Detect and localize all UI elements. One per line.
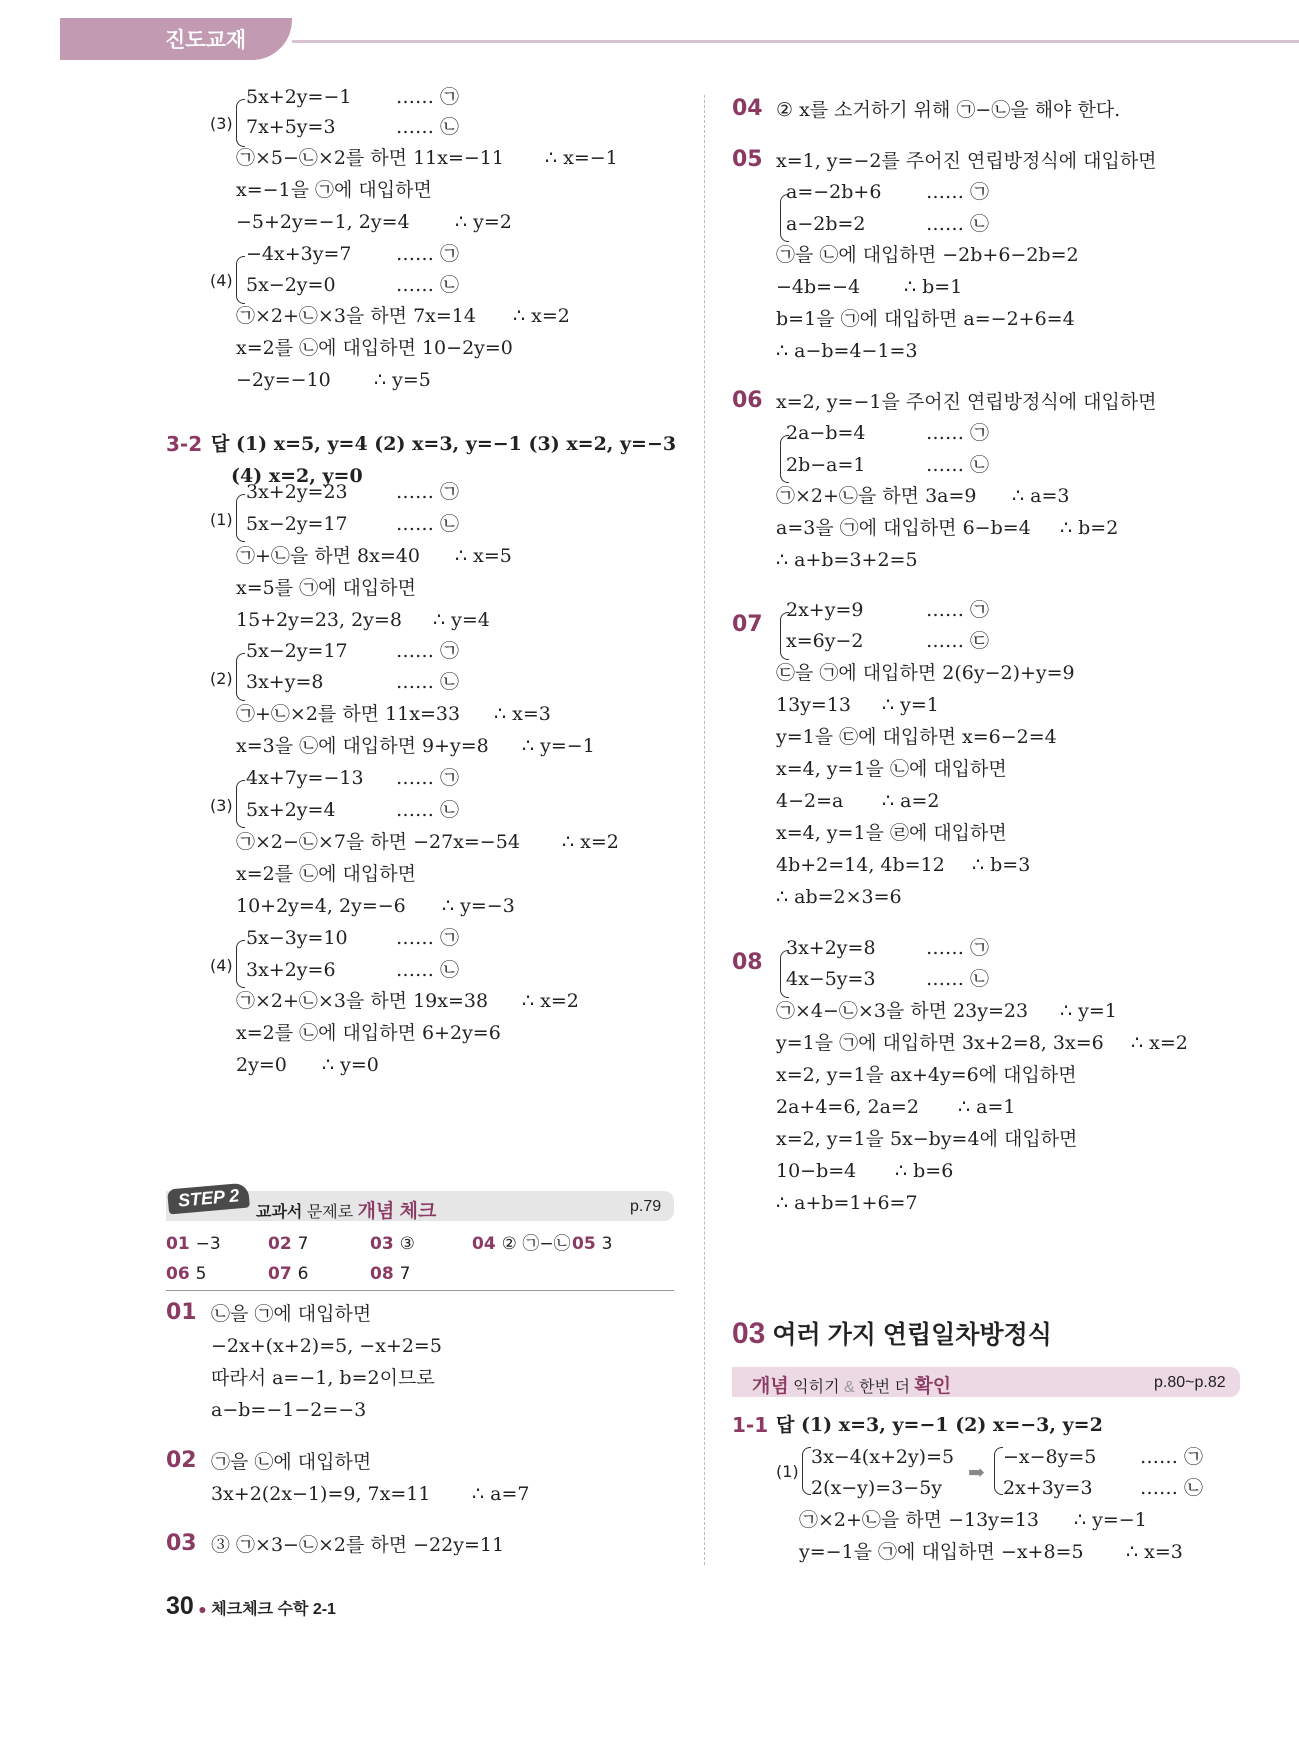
solution-line: 2a+4=6, 2a=2 [776, 1096, 919, 1118]
header-label: 진도교재 [165, 29, 247, 52]
tag-4: (4) [210, 956, 233, 975]
solution-line: ㉠을 ㉡에 대입하면 [211, 1451, 372, 1473]
solution-line: a=3을 ㉠에 대입하면 6−b=4 [776, 517, 1031, 539]
solution-line: −4x+3y=7 [246, 243, 352, 265]
tag-1: (1) [210, 510, 233, 529]
line-marker: ∴ y=−3 [442, 895, 515, 917]
solution-line: 5x−2y=0 [246, 274, 336, 296]
question-number-1-1: 1-1 [732, 1413, 769, 1437]
line-marker: …… ㉡ [396, 959, 460, 981]
line-marker: ∴ y=1 [1060, 1000, 1117, 1022]
line-marker: ∴ b=1 [904, 276, 963, 298]
solution-line: ㉠×2+㉡을 하면 −13y=13 [799, 1509, 1039, 1531]
solution-line: 4b+2=14, 4b=12 [776, 854, 945, 876]
line-marker: …… ㉡ [396, 799, 460, 821]
solution-line: 5x−2y=17 [246, 513, 348, 535]
marker: …… ㉠ [1140, 1446, 1204, 1468]
solution-line: x=2를 ㉡에 대입하면 10−2y=0 [236, 337, 513, 359]
line-marker: ∴ a=2 [882, 790, 940, 812]
question-number: 02 [166, 1448, 197, 1473]
solution-line: 10−b=4 [776, 1160, 857, 1182]
question-number: 05 [732, 147, 763, 172]
line-marker: …… ㉡ [396, 671, 460, 693]
question-number: 07 [732, 612, 763, 637]
arrow-icon: ➡ [968, 1460, 985, 1484]
line-marker: …… ㉠ [396, 640, 460, 662]
brace [780, 612, 789, 660]
solution-line: ∴ a+b=1+6=7 [776, 1192, 918, 1214]
step2-underline [166, 1290, 674, 1291]
line-marker: …… ㉠ [926, 181, 990, 203]
solution-line: 2a−b=4 [786, 422, 866, 444]
line-marker: ∴ x=3 [494, 703, 551, 725]
brace [780, 435, 789, 483]
solution-line: 따라서 a=−1, b=2이므로 [211, 1367, 435, 1389]
section-title: 03 여러 가지 연립일차방정식 [732, 1317, 1052, 1350]
solution-line: ㉠×5−㉡×2를 하면 11x=−11 [236, 147, 504, 169]
solution-line: ㉡을 ㉠에 대입하면 [211, 1303, 372, 1325]
equation: 2x+3y=3 [1003, 1477, 1093, 1499]
solution-line: 5x+2y=4 [246, 799, 336, 821]
solution-line: 2b−a=1 [786, 454, 866, 476]
solution-line: 15+2y=23, 2y=8 [236, 609, 402, 631]
solution-line: x=2, y=1을 ax+4y=6에 대입하면 [776, 1064, 1077, 1086]
solution-line: ㉠을 ㉡에 대입하면 −2b+6−2b=2 [776, 244, 1079, 266]
result: ∴ x=3 [1126, 1541, 1183, 1563]
tag-3: (3) [210, 796, 233, 815]
tag-2: (2) [210, 669, 233, 688]
step2-answer: 06 5 [166, 1264, 207, 1284]
solution-line: 4x−5y=3 [786, 968, 876, 990]
line-marker: …… ㉠ [926, 422, 990, 444]
step2-answer: 04 ② ㉠−㉡ [472, 1234, 571, 1254]
solution-line: ㉠×2−㉡×7을 하면 −27x=−54 [236, 831, 520, 853]
line-marker: …… ㉢ [926, 630, 990, 652]
line-marker: …… ㉡ [396, 274, 460, 296]
brace [236, 494, 245, 542]
page-number: 30 [166, 1592, 194, 1620]
solution-line: ㉠×4−㉡×3을 하면 23y=23 [776, 1000, 1029, 1022]
line-marker: …… ㉠ [396, 86, 460, 108]
solution-line: b=1을 ㉠에 대입하면 a=−2+6=4 [776, 308, 1075, 330]
solution-line: 2x+y=9 [786, 599, 864, 621]
column-divider [704, 95, 705, 1565]
solution-line: x=2를 ㉡에 대입하면 6+2y=6 [236, 1022, 501, 1044]
line-marker: …… ㉠ [396, 243, 460, 265]
line-marker: …… ㉠ [396, 767, 460, 789]
solution-line: 13y=13 [776, 694, 852, 716]
line-marker: ∴ y=5 [374, 369, 431, 391]
solution-line: x=2를 ㉡에 대입하면 [236, 863, 416, 885]
step2-answer: 01 −3 [166, 1234, 221, 1254]
question-number-3-2: 3-2 [166, 432, 203, 456]
solution-line: x=2, y=1을 5x−by=4에 대입하면 [776, 1128, 1078, 1150]
solution-line: −5+2y=−1, 2y=4 [236, 211, 410, 233]
solution-line: a−2b=2 [786, 213, 866, 235]
book-title: 체크체크 수학 2-1 [211, 1601, 336, 1618]
brace [236, 653, 245, 701]
solution-line: ㉠×2+㉡×3을 하면 7x=14 [236, 305, 476, 327]
line-marker: …… ㉡ [926, 213, 990, 235]
footer: 30 ● 체크체크 수학 2-1 [166, 1592, 336, 1620]
solution-line: ㉠×2+㉡×3을 하면 19x=38 [236, 990, 489, 1012]
line-marker: …… ㉡ [396, 513, 460, 535]
step2-answer: 03 ③ [370, 1234, 415, 1254]
solution-line: 3x+y=8 [246, 671, 324, 693]
line-marker: ∴ x=2 [562, 831, 619, 853]
solution-line: x=1, y=−2를 주어진 연립방정식에 대입하면 [776, 150, 1157, 172]
solution-line: ㉠+㉡×2를 하면 11x=33 [236, 703, 461, 725]
line-marker: ∴ b=3 [972, 854, 1031, 876]
solution-line: y=1을 ㉠에 대입하면 3x+2=8, 3x=6 [776, 1032, 1104, 1054]
question-number: 06 [732, 388, 763, 413]
step2-badge: STEP 2 [167, 1183, 250, 1215]
step2-answer: 05 3 [572, 1234, 613, 1254]
solution-line: x=2, y=−1을 주어진 연립방정식에 대입하면 [776, 391, 1157, 413]
answer-line: 답 (1) x=3, y=−1 (2) x=−3, y=2 [776, 1414, 1103, 1436]
concept-page: p.80~p.82 [1154, 1374, 1226, 1391]
solution-line: y=−1을 ㉠에 대입하면 −x+8=5 [799, 1541, 1084, 1563]
equation: 2(x−y)=3−5y [811, 1477, 943, 1499]
solution-line: ③ ㉠×3−㉡×2를 하면 −22y=11 [211, 1534, 505, 1556]
solution-line: −2y=−10 [236, 369, 331, 391]
solution-line: a−b=−1−2=−3 [211, 1399, 367, 1421]
result: ∴ y=−1 [1074, 1509, 1147, 1531]
brace [236, 256, 245, 304]
solution-line: 4−2=a [776, 790, 844, 812]
solution-line: a=−2b+6 [786, 181, 882, 203]
step2-title: 교과서 문제로 개념 체크 [256, 1201, 437, 1222]
line-marker: …… ㉠ [396, 927, 460, 949]
solution-line: x=4, y=1을 ㉡에 대입하면 [776, 758, 1007, 780]
solution-line: 7x+5y=3 [246, 116, 336, 138]
line-marker: ∴ a=1 [958, 1096, 1016, 1118]
line-marker: …… ㉡ [926, 454, 990, 476]
line-marker: ∴ x=2 [513, 305, 570, 327]
step2-page: p.79 [630, 1198, 662, 1215]
question-number: 08 [732, 950, 763, 975]
line-marker: ∴ x=2 [1131, 1032, 1188, 1054]
solution-line: ∴ ab=2×3=6 [776, 886, 902, 908]
line-marker: …… ㉠ [396, 481, 460, 503]
line-marker: ∴ a=3 [1012, 485, 1070, 507]
line-marker: ∴ y=0 [322, 1054, 379, 1076]
line-marker: ∴ b=6 [895, 1160, 954, 1182]
solution-line: 5x−3y=10 [246, 927, 348, 949]
line-marker: …… ㉡ [396, 116, 460, 138]
line-marker: ∴ y=1 [882, 694, 939, 716]
solution-line: x=6y−2 [786, 630, 864, 652]
question-number: 01 [166, 1300, 197, 1325]
solution-line: ㉠+㉡을 하면 8x=40 [236, 545, 420, 567]
tag-1: (1) [776, 1462, 799, 1481]
tag-4: (4) [210, 271, 233, 290]
question-number: 03 [166, 1531, 197, 1556]
brace [236, 940, 245, 988]
step2-answer: 02 7 [268, 1234, 309, 1254]
step2-answer: 07 6 [268, 1264, 309, 1284]
solution-line: ㉢을 ㉠에 대입하면 2(6y−2)+y=9 [776, 662, 1075, 684]
solution-line: 2y=0 [236, 1054, 287, 1076]
brace [780, 194, 789, 242]
solution-line: 4x+7y=−13 [246, 767, 364, 789]
line-marker: ∴ a=7 [472, 1483, 530, 1505]
line-marker: …… ㉡ [926, 968, 990, 990]
solution-line: 5x+2y=−1 [246, 86, 352, 108]
solution-line: 10+2y=4, 2y=−6 [236, 895, 406, 917]
line-marker: ∴ y=2 [455, 211, 512, 233]
brace [802, 1447, 811, 1495]
solution-line: ∴ a+b=3+2=5 [776, 549, 918, 571]
solution-line: y=1을 ㉢에 대입하면 x=6−2=4 [776, 726, 1057, 748]
solution-line: x=5를 ㉠에 대입하면 [236, 577, 416, 599]
brace [236, 99, 245, 147]
solution-line: 3x+2y=23 [246, 481, 348, 503]
line-marker: ∴ x=5 [455, 545, 512, 567]
solution-line: 3x+2y=8 [786, 937, 876, 959]
brace [780, 950, 789, 998]
line-marker: ∴ y=4 [433, 609, 490, 631]
line-marker: …… ㉠ [926, 599, 990, 621]
equation: −x−8y=5 [1003, 1446, 1097, 1468]
answer-line: (4) x=2, y=0 [231, 465, 363, 487]
step2-answer: 08 7 [370, 1264, 411, 1284]
tag-3: (3) [210, 114, 233, 133]
line-marker: ∴ x=−1 [545, 147, 618, 169]
solution-line: x=−1을 ㉠에 대입하면 [236, 179, 432, 201]
question-number: 04 [732, 96, 763, 121]
brace [994, 1447, 1003, 1495]
line-marker: ∴ b=2 [1060, 517, 1119, 539]
solution-line: x=4, y=1을 ㉣에 대입하면 [776, 822, 1007, 844]
line-marker: ∴ y=−1 [522, 735, 595, 757]
concept-bar-title: 개념 익히기 & 한번 더 확인 [752, 1376, 952, 1397]
line-marker: …… ㉠ [926, 937, 990, 959]
solution-line: ② x를 소거하기 위해 ㉠−㉡을 해야 한다. [776, 99, 1121, 121]
answer-line: 답 (1) x=5, y=4 (2) x=3, y=−1 (3) x=2, y=−3 [211, 433, 677, 455]
solution-line: 3x+2(2x−1)=9, 7x=11 [211, 1483, 431, 1505]
solution-line: ∴ a−b=4−1=3 [776, 340, 918, 362]
marker: …… ㉡ [1140, 1477, 1204, 1499]
solution-line: 3x+2y=6 [246, 959, 336, 981]
solution-line: x=3을 ㉡에 대입하면 9+y=8 [236, 735, 489, 757]
solution-line: ㉠×2+㉡을 하면 3a=9 [776, 485, 977, 507]
solution-line: −4b=−4 [776, 276, 861, 298]
equation: 3x−4(x+2y)=5 [811, 1446, 955, 1468]
brace [236, 780, 245, 828]
header-line [292, 40, 1299, 43]
solution-line: 5x−2y=17 [246, 640, 348, 662]
line-marker: ∴ x=2 [522, 990, 579, 1012]
solution-line: −2x+(x+2)=5, −x+2=5 [211, 1335, 442, 1357]
